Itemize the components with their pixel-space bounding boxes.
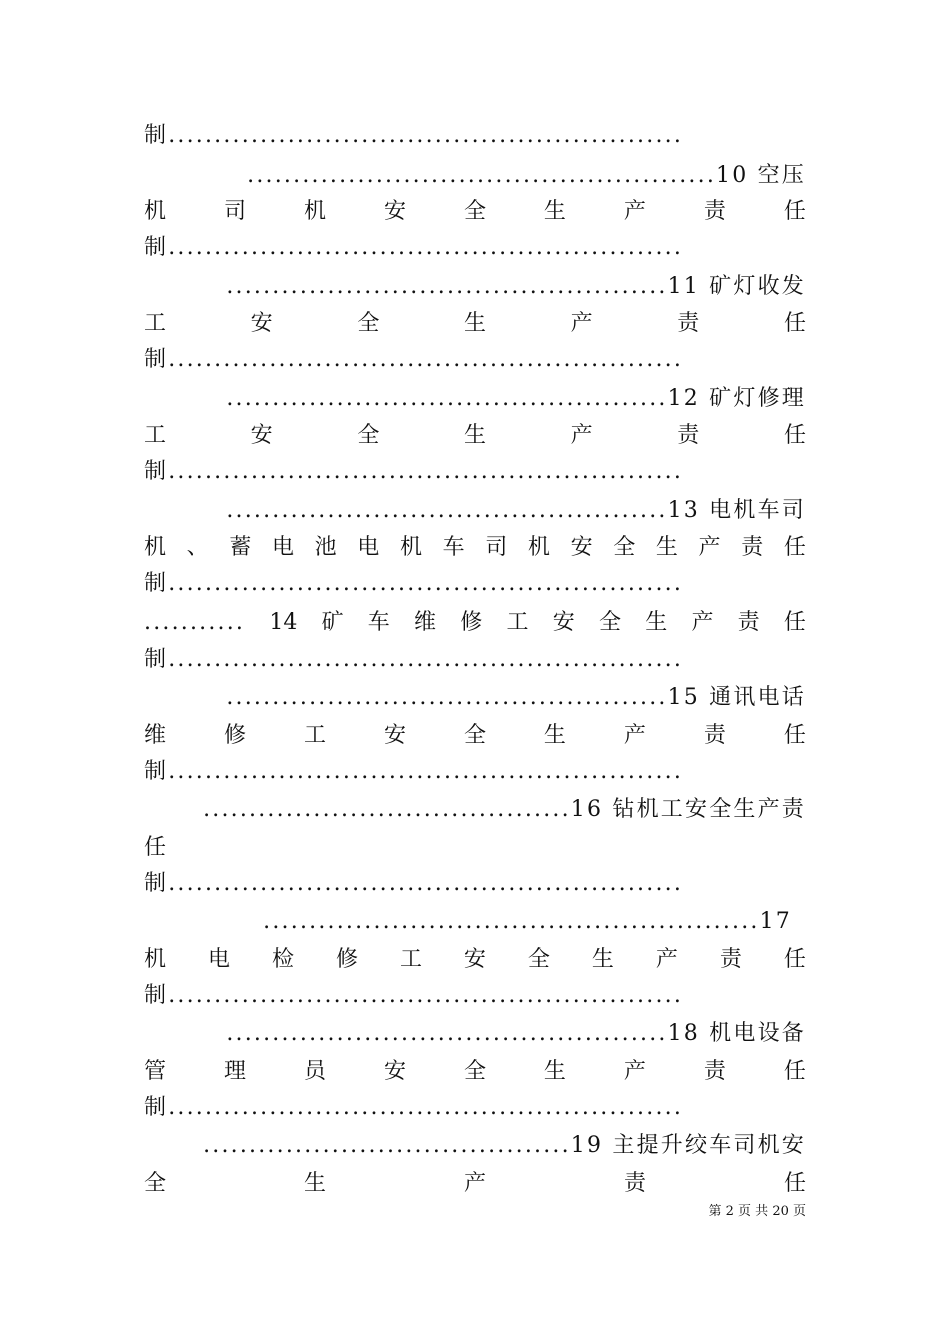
toc-char: 产 [698, 535, 721, 560]
toc-entry-11: ................................................11 矿灯收发 [226, 274, 806, 299]
toc-char: 安 [383, 723, 406, 748]
toc-char: 产 [570, 423, 593, 448]
toc-entry-15: ................................................15 通讯电话 [226, 685, 806, 710]
toc-char: 任 [783, 723, 806, 748]
toc-char: 生 [543, 199, 566, 224]
toc-char: 修 [223, 723, 246, 748]
toc-char: 机 [144, 199, 167, 224]
toc-char: 生 [303, 1171, 326, 1196]
toc-char: 责 [737, 610, 760, 635]
toc-char: 全 [357, 311, 380, 336]
toc-char: 任 [783, 311, 806, 336]
toc-char: 任 [783, 1171, 806, 1196]
toc-char: 全 [527, 947, 550, 972]
toc-char: 池 [314, 535, 337, 560]
toc-leader-dots: ........... [144, 610, 246, 635]
toc-char: 任 [783, 535, 806, 560]
toc-char: 工 [399, 947, 422, 972]
toc-char: 责 [703, 723, 726, 748]
toc-entry-16: ........................................16 钻机工安全生产责 [203, 797, 806, 822]
toc-char: 全 [598, 610, 621, 635]
toc-char: 产 [570, 311, 593, 336]
toc-char: 任 [783, 423, 806, 448]
toc-char: 修 [335, 947, 358, 972]
toc-char: 产 [623, 723, 646, 748]
toc-entry-10: ...................................................10 空压 [247, 163, 806, 188]
toc-char: 检 [271, 947, 294, 972]
toc-char: 理 [223, 1059, 246, 1084]
toc-char: 生 [591, 947, 614, 972]
toc-char: 机 [144, 535, 167, 560]
toc-char: 产 [623, 1059, 646, 1084]
toc-char: 产 [691, 610, 714, 635]
toc-char: 任 [783, 947, 806, 972]
toc-char: 生 [463, 423, 486, 448]
page-number-footer: 第 2 页 共 20 页 [708, 1204, 806, 1219]
toc-char: 维 [144, 723, 167, 748]
toc-title-line [144, 532, 806, 564]
toc-char: 全 [463, 1059, 486, 1084]
toc-entry-19: ........................................19 主提升绞车司机安 [203, 1133, 806, 1158]
toc-char: 安 [250, 423, 273, 448]
toc-title-line [144, 196, 806, 228]
toc-char: 车 [442, 535, 465, 560]
toc-char: 任 [783, 1059, 806, 1084]
toc-line: 制........................................................ [144, 123, 684, 148]
toc-char: 蓄 [229, 535, 252, 560]
toc-char: 产 [655, 947, 678, 972]
toc-char: 责 [677, 311, 700, 336]
toc-char: 司 [223, 199, 246, 224]
toc-entry-12: ................................................12 矿灯修理 [226, 386, 806, 411]
toc-entry-18: ................................................18 机电设备 [226, 1021, 806, 1046]
toc-line: 制........................................................ [144, 983, 684, 1008]
toc-char: 责 [741, 535, 764, 560]
toc-char: 、 [186, 535, 209, 560]
toc-char: 生 [543, 1059, 566, 1084]
toc-char: 全 [463, 723, 486, 748]
toc-char: 全 [144, 1171, 167, 1196]
toc-line: 制........................................................ [144, 871, 684, 896]
toc-char: 责 [719, 947, 742, 972]
toc-line: 制........................................................ [144, 235, 684, 260]
toc-char: 电 [357, 535, 380, 560]
toc-line: 制........................................................ [144, 1095, 684, 1120]
toc-char: 生 [463, 311, 486, 336]
toc-char: 产 [623, 199, 646, 224]
toc-char: 工 [303, 723, 326, 748]
toc-char: 机 [399, 535, 422, 560]
toc-char: 工 [144, 423, 167, 448]
toc-char: 责 [677, 423, 700, 448]
toc-char: 工 [506, 610, 529, 635]
toc-char: 安 [552, 610, 575, 635]
toc-char: 生 [543, 723, 566, 748]
toc-entry-17: ......................................................17 [263, 909, 792, 934]
toc-char: 生 [655, 535, 678, 560]
toc-char: 机 [303, 199, 326, 224]
toc-char: 生 [645, 610, 668, 635]
toc-char: 工 [144, 311, 167, 336]
toc-char: 矿 [321, 610, 344, 635]
toc-title-line: 任 [144, 835, 167, 860]
toc-char: 全 [613, 535, 636, 560]
toc-char: 责 [623, 1171, 646, 1196]
toc-char: 责 [703, 1059, 726, 1084]
toc-title-line [144, 308, 806, 340]
toc-line: 制........................................................ [144, 347, 684, 372]
toc-title-line [144, 1168, 806, 1200]
toc-line: 制........................................................ [144, 759, 684, 784]
toc-char: 车 [367, 610, 390, 635]
toc-char: 任 [783, 610, 806, 635]
toc-entry-13: ................................................13 电机车司 [226, 498, 806, 523]
toc-title-line [144, 944, 806, 976]
toc-line: 制........................................................ [144, 459, 684, 484]
toc-char: 员 [303, 1059, 326, 1084]
toc-char: 机 [527, 535, 550, 560]
toc-char: 产 [463, 1171, 486, 1196]
toc-char: 机 [144, 947, 167, 972]
toc-title-line [144, 1056, 806, 1088]
toc-char: 电 [207, 947, 230, 972]
toc-char: 安 [570, 535, 593, 560]
toc-char: 安 [383, 1059, 406, 1084]
toc-title-line [144, 720, 806, 752]
toc-title-line [144, 420, 806, 452]
toc-char: 全 [463, 199, 486, 224]
toc-line: 制........................................................ [144, 571, 684, 596]
toc-char: 修 [460, 610, 483, 635]
toc-char: 司 [485, 535, 508, 560]
toc-entry-14 [144, 607, 806, 639]
toc-char: 任 [783, 199, 806, 224]
toc-char: 电 [271, 535, 294, 560]
toc-char: 管 [144, 1059, 167, 1084]
toc-char: 责 [703, 199, 726, 224]
toc-char: 14 [269, 610, 298, 635]
toc-char: 全 [357, 423, 380, 448]
toc-char: 安 [250, 311, 273, 336]
toc-char: 安 [463, 947, 486, 972]
toc-char: 维 [414, 610, 437, 635]
toc-line: 制........................................................ [144, 647, 684, 672]
toc-char: 安 [383, 199, 406, 224]
